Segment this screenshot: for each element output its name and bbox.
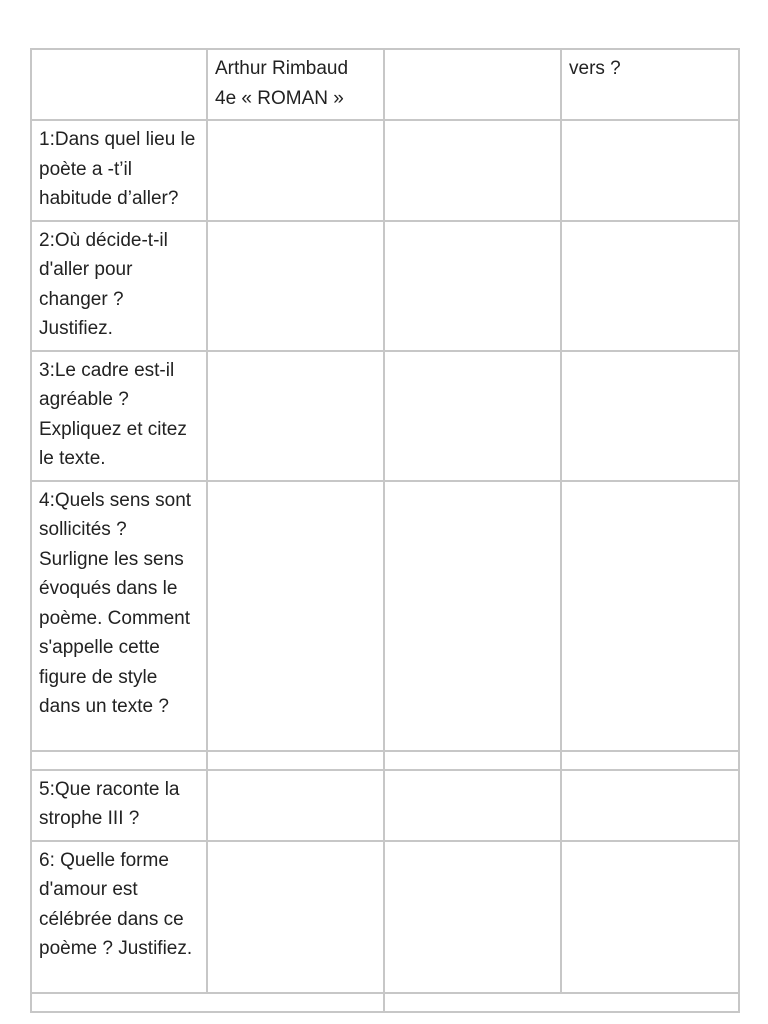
answer-cell: [561, 770, 739, 841]
question-text-5: 5:Que raconte la strophe III ?: [31, 770, 207, 841]
answer-cell: [384, 221, 561, 351]
header-cell-author-class: Arthur Rimbaud 4e « ROMAN »: [207, 49, 384, 120]
spacer-row: [31, 751, 739, 770]
answer-cell: [207, 120, 384, 221]
questionnaire-table: [30, 48, 740, 1013]
answer-cell: [561, 351, 739, 481]
question-row-6: [31, 841, 739, 993]
spacer-cell: [207, 751, 384, 770]
answer-cell: [384, 481, 561, 751]
answer-cell: [561, 120, 739, 221]
answer-cell: [384, 120, 561, 221]
question-text-6: 6: Quelle forme d'amour est célébrée dans ce poème ? Justifiez.: [31, 841, 207, 993]
answer-cell: [384, 770, 561, 841]
question-text-2: 2:Où décide-t-il d'aller pour changer ? Justifiez.: [31, 221, 207, 351]
question-row-2: [31, 221, 739, 351]
footer-cell-right: [384, 993, 739, 1012]
spacer-cell: [31, 751, 207, 770]
answer-cell: [561, 221, 739, 351]
answer-cell: [561, 481, 739, 751]
answer-cell: [207, 841, 384, 993]
answer-cell: [207, 221, 384, 351]
question-row-4: [31, 481, 739, 751]
spacer-cell: [561, 751, 739, 770]
answer-cell: [207, 770, 384, 841]
header-cell-1: [31, 49, 207, 120]
question-row-5: [31, 770, 739, 841]
answer-cell: [207, 351, 384, 481]
question-row-3: [31, 351, 739, 481]
question-text-1: 1:Dans quel lieu le poète a -t’il habitude d’aller?: [31, 120, 207, 221]
answer-cell: [384, 841, 561, 993]
spacer-cell: [384, 751, 561, 770]
footer-cell-left: [31, 993, 384, 1012]
header-row: [31, 49, 739, 120]
footer-row: [31, 993, 739, 1012]
answer-cell: [384, 351, 561, 481]
header-cell-3: [384, 49, 561, 120]
header-cell-verses: vers ?: [561, 49, 739, 120]
answer-cell: [207, 481, 384, 751]
question-text-3: 3:Le cadre est-il agréable ? Expliquez et citez le texte.: [31, 351, 207, 481]
question-text-4: 4:Quels sens sont sollicités ? Surligne les sens évoqués dans le poème. Comment s'appelle cette figure de style dans un texte ?: [31, 481, 207, 751]
question-row-1: [31, 120, 739, 221]
answer-cell: [561, 841, 739, 993]
